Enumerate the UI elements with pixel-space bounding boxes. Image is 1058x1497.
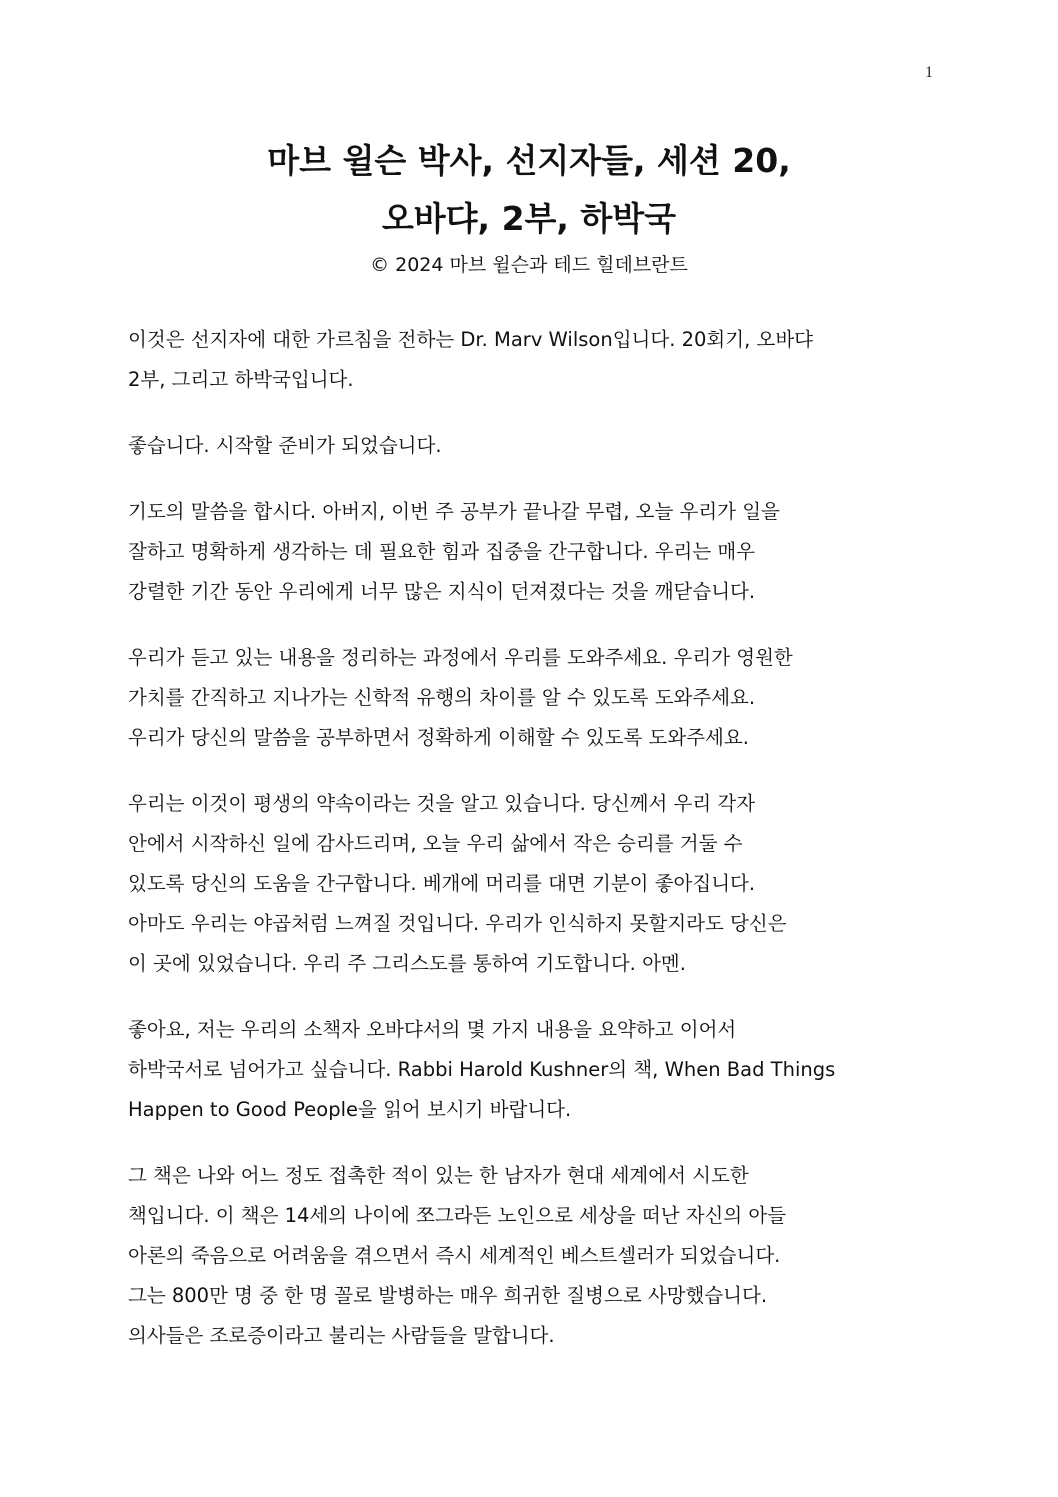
title-line-1: 마브 윌슨 박사, 선지자들, 세션 20, bbox=[267, 141, 791, 180]
paragraph-line: Happen to Good People을 읽어 보시기 바랍니다. bbox=[128, 1098, 572, 1121]
paragraph-line: 강렬한 기간 동안 우리에게 너무 많은 지식이 던져졌다는 것을 깨닫습니다. bbox=[128, 580, 756, 603]
body-text bbox=[128, 320, 928, 1382]
paragraph-line: 그는 800만 명 중 한 명 꼴로 발병하는 매우 희귀한 질병으로 사망했습니다. bbox=[128, 1284, 768, 1307]
page-number: 1 bbox=[925, 64, 933, 81]
paragraph-line: 우리는 이것이 평생의 약속이라는 것을 알고 있습니다. 당신께서 우리 각자 bbox=[128, 792, 756, 815]
paragraph-line: 아마도 우리는 야곱처럼 느껴질 것입니다. 우리가 인식하지 못할지라도 당신은 bbox=[128, 912, 787, 935]
paragraph-line: 이것은 선지자에 대한 가르침을 전하는 Dr. Marv Wilson입니다. 20회기, 오바댜 bbox=[128, 328, 813, 351]
copyright-notice: © 2024 마브 윌슨과 테드 힐데브란트 bbox=[370, 254, 688, 276]
paragraph-line: 안에서 시작하신 일에 감사드리며, 오늘 우리 삶에서 작은 승리를 거둘 수 bbox=[128, 832, 743, 855]
paragraph bbox=[128, 1010, 928, 1130]
paragraph-line: 있도록 당신의 도움을 간구합니다. 베개에 머리를 대면 기분이 좋아집니다. bbox=[128, 872, 756, 895]
paragraph-line: 책입니다. 이 책은 14세의 나이에 쪼그라든 노인으로 세상을 떠난 자신의 아들 bbox=[128, 1204, 787, 1227]
title-block bbox=[0, 132, 1058, 280]
paragraph-line: 의사들은 조로증이라고 불리는 사람들을 말합니다. bbox=[128, 1324, 555, 1347]
paragraph-line: 이 곳에 있었습니다. 우리 주 그리스도를 통하여 기도합니다. 아멘. bbox=[128, 952, 686, 975]
paragraph bbox=[128, 320, 928, 400]
paragraph-line: 우리가 듣고 있는 내용을 정리하는 과정에서 우리를 도와주세요. 우리가 영원한 bbox=[128, 646, 793, 669]
paragraph-line: 잘하고 명확하게 생각하는 데 필요한 힘과 집중을 간구합니다. 우리는 매우 bbox=[128, 540, 756, 563]
paragraph-line: 좋아요, 저는 우리의 소책자 오바댜서의 몇 가지 내용을 요약하고 이어서 bbox=[128, 1018, 737, 1041]
paragraph-line: 2부, 그리고 하박국입니다. bbox=[128, 368, 354, 391]
paragraph bbox=[128, 784, 928, 984]
paragraph bbox=[128, 492, 928, 612]
paragraph-line: 좋습니다. 시작할 준비가 되었습니다. bbox=[128, 434, 442, 457]
paragraph-line: 우리가 당신의 말씀을 공부하면서 정확하게 이해할 수 있도록 도와주세요. bbox=[128, 726, 749, 749]
paragraph-line: 그 책은 나와 어느 정도 접촉한 적이 있는 한 남자가 현대 세계에서 시도한 bbox=[128, 1164, 749, 1187]
paragraph-line: 기도의 말씀을 합시다. 아버지, 이번 주 공부가 끝나갈 무렵, 오늘 우리가 일을 bbox=[128, 500, 780, 523]
paragraph-line: 아론의 죽음으로 어려움을 겪으면서 즉시 세계적인 베스트셀러가 되었습니다. bbox=[128, 1244, 781, 1267]
paragraph bbox=[128, 426, 928, 466]
paragraph-line: 가치를 간직하고 지나가는 신학적 유행의 차이를 알 수 있도록 도와주세요. bbox=[128, 686, 756, 709]
paragraph-line: 하박국서로 넘어가고 싶습니다. Rabbi Harold Kushner의 책, When Bad Things bbox=[128, 1058, 836, 1081]
paragraph bbox=[128, 638, 928, 758]
paragraph bbox=[128, 1156, 928, 1356]
title-line-2: 오바댜, 2부, 하박국 bbox=[381, 199, 677, 238]
